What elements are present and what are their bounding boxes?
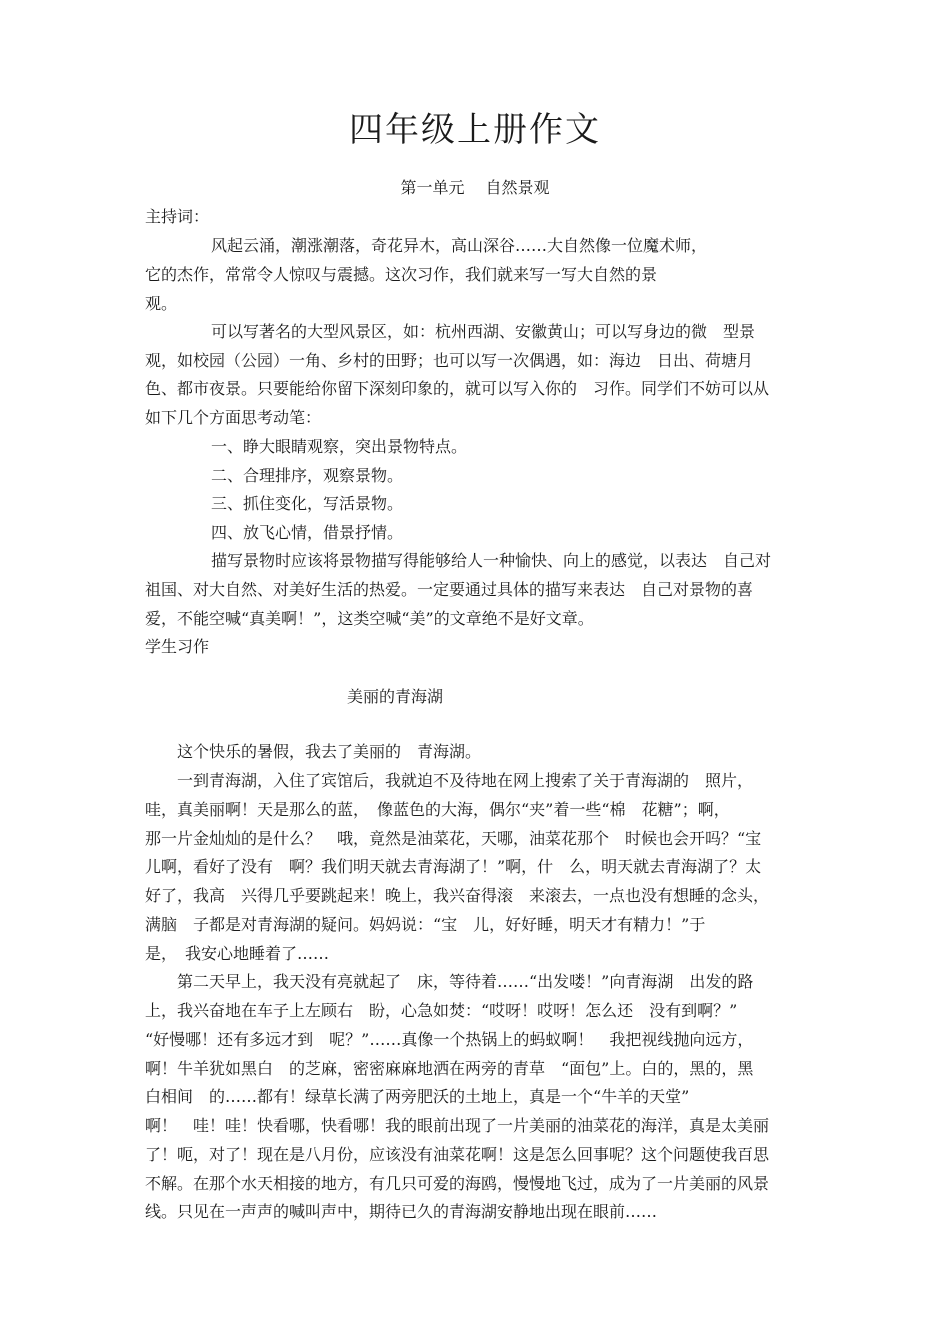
essay-line: 好了，我高 兴得几乎要跳起来！晚上，我兴奋得滚 来滚去，一点也没有想睡的念头， [145,886,770,905]
essay-line: 白相间 的……都有！绿草长满了两旁肥沃的土地上，真是一个“牛羊的天堂” [145,1087,690,1106]
document-title: 四年级上册作文 [349,110,601,150]
essay-line: 第二天早上，我天没有亮就起了 床，等待着……“出发喽！”向青海湖 出发的路 [177,972,754,991]
host-line: 可以写著名的大型风景区，如：杭州西湖、安徽黄山；可以写身边的微 型景 [211,322,756,341]
essay-title: 美丽的青海湖 [347,687,444,706]
unit-heading: 第一单元 自然景观 [400,178,550,197]
essay-line: 不解。在那个水天相接的地方，有几只可爱的海鸥，慢慢地飞过，成为了一片美丽的风景 [145,1174,770,1193]
essay-line: 那一片金灿灿的是什么？ 哦，竟然是油菜花，天哪，油菜花那个 时候也会开吗？“宝 [145,829,762,848]
tip-item: 二、合理排序，观察景物。 [211,466,404,485]
essay-line: 啊！ 哇！哇！快看哪，快看哪！我的眼前出现了一片美丽的油菜花的海洋，真是太美丽 [145,1116,770,1135]
host-line: 色、都市夜景。只要能给你留下深刻印象的，就可以写入你的 习作。同学们不妨可以从 [145,379,770,398]
essay-line: 这个快乐的暑假，我去了美丽的 青海湖。 [177,742,482,761]
essay-line: “好慢哪！还有多远才到 呢？”……真像一个热锅上的蚂蚁啊！ 我把视线抛向远方， [145,1030,754,1049]
essay-line: 一到青海湖，入住了宾馆后，我就迫不及待地在网上搜索了关于青海湖的 照片， [177,771,754,790]
tip-item: 一、睁大眼睛观察，突出景物特点。 [211,437,468,456]
essay-line: 是， 我安心地睡着了…… [145,944,330,963]
host-label: 主持词： [145,207,210,226]
tip-item: 三、抓住变化，写活景物。 [211,494,404,513]
host-line: 风起云涌，潮涨潮落，奇花异木，高山深谷……大自然像一位魔术师， [211,236,708,255]
essay-line: 线。只见在一声声的喊叫声中，期待已久的青海湖安静地出现在眼前…… [145,1202,658,1221]
essay-line: 满脑 子都是对青海湖的疑问。妈妈说：“宝 儿，好好睡，明天才有精力！”于 [145,915,706,934]
host-line: 祖国、对大自然、对美好生活的热爱。一定要通过具体的描写来表达 自己对景物的喜 [145,580,754,599]
host-line: 观，如校园（公园）一角、乡村的田野；也可以写一次偶遇，如：海边 日出、荷塘月 [145,351,754,370]
student-label: 学生习作 [145,637,210,656]
essay-line: 儿啊，看好了没有 啊？我们明天就去青海湖了！”啊，什 么，明天就去青海湖了？太 [145,857,762,876]
host-line: 观。 [145,294,178,313]
host-line: 爱，不能空喊“真美啊！”，这类空喊“美”的文章绝不是好文章。 [145,609,594,628]
essay-line: 了！呃，对了！现在是八月份，应该没有油菜花啊！这是怎么回事呢？这个问题使我百思 [145,1145,770,1164]
tip-item: 四、放飞心情，借景抒情。 [211,523,404,542]
essay-line: 上，我兴奋地在车子上左顾右 盼，心急如焚：“哎呀！哎呀！怎么还 没有到啊？” [145,1001,738,1020]
host-line: 如下几个方面思考动笔： [145,408,322,427]
host-line: 描写景物时应该将景物描写得能够给人一种愉快、向上的感觉，以表达 自己对 [211,551,772,570]
essay-line: 哇，真美丽啊！天是那么的蓝， 像蓝色的大海，偶尔“夹”着一些“棉 花糖”；啊， [145,800,730,819]
essay-line: 啊！牛羊犹如黑白 的芝麻，密密麻麻地洒在两旁的青草 “面包”上。白的，黑的，黑 [145,1059,754,1078]
host-line: 它的杰作，常常令人惊叹与震撼。这次习作，我们就来写一写大自然的景 [145,265,658,284]
